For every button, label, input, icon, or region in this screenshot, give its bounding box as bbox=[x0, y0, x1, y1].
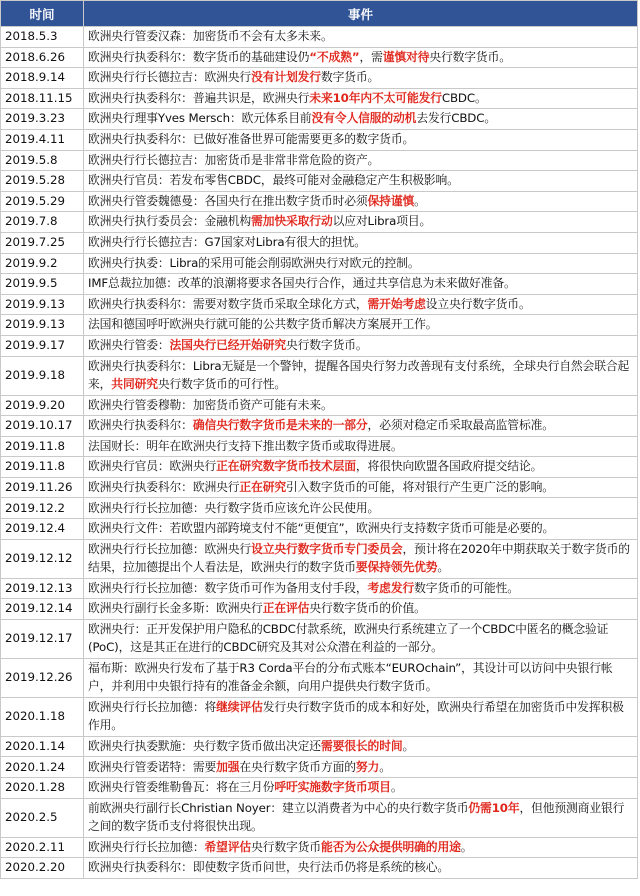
event-text: 引入数字货币的可能，将对银行产生更广泛的影响。 bbox=[286, 479, 554, 494]
event-text: 欧洲央行官员：欧洲央行 bbox=[88, 459, 217, 474]
row-date: 2020.2.20 bbox=[1, 858, 84, 879]
row-event bbox=[84, 757, 638, 778]
event-text: 欧洲央行行长拉加德：将 bbox=[88, 700, 217, 715]
table-row bbox=[1, 232, 638, 253]
row-event bbox=[84, 778, 638, 799]
row-event bbox=[84, 578, 638, 599]
event-text: 欧洲央行管委穆勒：加密货币资产可能有未来。 bbox=[88, 397, 333, 412]
header-time: 时间 bbox=[1, 1, 84, 27]
event-text: 欧洲央行副行长金多斯：欧洲央行 bbox=[88, 601, 263, 616]
event-text: 央行数字货币。 bbox=[286, 338, 368, 352]
table-body bbox=[1, 27, 638, 879]
event-text: ，但他预测商业银行之间的数字货币支付将很快出现。 bbox=[88, 801, 625, 833]
row-event bbox=[84, 47, 638, 68]
event-text: IMF总裁拉加德：改革的浪潮将要求各国央行合作，通过共享信息为未来做好准备。 bbox=[88, 276, 516, 291]
row-date: 2019.11.26 bbox=[1, 477, 84, 498]
row-event bbox=[84, 356, 638, 395]
row-date: 2019.9.13 bbox=[1, 315, 84, 336]
row-event bbox=[84, 171, 638, 192]
row-date: 2019.12.12 bbox=[1, 539, 84, 578]
highlight-text: 正在研究数字货币技术层面 bbox=[216, 459, 356, 474]
event-text: ，将很快向欧盟各国政府提交结论。 bbox=[355, 459, 543, 474]
row-date: 2018.6.26 bbox=[1, 47, 84, 68]
event-text: CBDC。 bbox=[441, 90, 487, 105]
row-date: 2019.12.17 bbox=[1, 619, 84, 658]
header-row bbox=[1, 1, 638, 27]
event-text: 欧洲央行官员：若发布零售CBDC，最终可能对金融稳定产生积极影响。 bbox=[88, 173, 459, 188]
table-row bbox=[1, 315, 638, 336]
event-text: 。 bbox=[414, 193, 426, 208]
row-event bbox=[84, 274, 638, 295]
table-row bbox=[1, 837, 638, 858]
row-date: 2020.1.28 bbox=[1, 778, 84, 799]
row-event bbox=[84, 335, 638, 356]
table-row bbox=[1, 171, 638, 192]
table-row bbox=[1, 436, 638, 457]
row-event bbox=[84, 232, 638, 253]
row-date: 2019.11.8 bbox=[1, 457, 84, 478]
row-date: 2019.12.14 bbox=[1, 599, 84, 620]
row-date: 2019.3.23 bbox=[1, 109, 84, 130]
table-row bbox=[1, 477, 638, 498]
event-text: 央行数字货币的可行性。 bbox=[157, 376, 287, 391]
row-date: 2020.2.5 bbox=[1, 798, 84, 837]
event-text: 在央行数字货币方面的 bbox=[239, 759, 356, 774]
row-event bbox=[84, 658, 638, 697]
table-row bbox=[1, 27, 638, 48]
event-text: 欧洲央行执委科尔： bbox=[88, 418, 193, 433]
row-event bbox=[84, 837, 638, 858]
table-row bbox=[1, 88, 638, 109]
table-row bbox=[1, 658, 638, 697]
event-text: 欧洲央行执行委员会：金融机构 bbox=[88, 214, 252, 229]
row-date: 2019.9.2 bbox=[1, 253, 84, 274]
table-row bbox=[1, 109, 638, 130]
row-event bbox=[84, 27, 638, 48]
row-date: 2019.4.11 bbox=[1, 129, 84, 150]
row-date: 2019.12.2 bbox=[1, 498, 84, 519]
row-date: 2019.12.4 bbox=[1, 519, 84, 540]
highlight-text: 正在评估 bbox=[262, 601, 310, 616]
highlight-text: 设立央行数字货币专门委员会 bbox=[251, 542, 403, 557]
row-event bbox=[84, 619, 638, 658]
event-text: 欧洲央行行长拉加德： bbox=[88, 839, 205, 854]
event-text: 欧洲央行执委：Libra的采用可能会削弱欧洲央行对欧元的控制。 bbox=[88, 255, 420, 270]
event-text: 央行数字货币。 bbox=[429, 49, 511, 64]
table-row bbox=[1, 416, 638, 437]
row-event bbox=[84, 129, 638, 150]
event-text: 欧洲央行行长拉加德：央行数字货币应该允许公民使用。 bbox=[88, 500, 380, 515]
event-text: 欧洲央行管委魏德曼：各国央行在推出数字货币时必须 bbox=[88, 193, 368, 208]
highlight-text: 需要很长的时间 bbox=[320, 738, 403, 753]
row-event bbox=[84, 539, 638, 578]
table-row bbox=[1, 191, 638, 212]
event-text: ，预计将在2020年中期获取关于数字货币的结果，拉加德提出个人看法是，欧洲央行的数字货币 bbox=[88, 542, 630, 574]
event-text: 欧洲央行执委科尔：已做好准备世界可能需要更多的数字货币。 bbox=[88, 132, 415, 147]
table-row bbox=[1, 294, 638, 315]
table-row bbox=[1, 778, 638, 799]
row-event bbox=[84, 436, 638, 457]
row-date: 2020.1.24 bbox=[1, 757, 84, 778]
row-event bbox=[84, 858, 638, 879]
row-date: 2019.12.13 bbox=[1, 578, 84, 599]
row-date: 2019.9.13 bbox=[1, 294, 84, 315]
table-row bbox=[1, 619, 638, 658]
event-text: 欧洲央行执委默施：央行数字货币做出决定还 bbox=[88, 738, 321, 753]
row-event bbox=[84, 212, 638, 233]
row-event bbox=[84, 498, 638, 519]
table-row bbox=[1, 47, 638, 68]
table-row bbox=[1, 129, 638, 150]
event-text: 欧洲央行理事Yves Mersch：欧元体系目前 bbox=[88, 111, 312, 126]
table-row bbox=[1, 356, 638, 395]
row-event bbox=[84, 253, 638, 274]
row-event bbox=[84, 191, 638, 212]
table-row bbox=[1, 253, 638, 274]
event-text: 欧洲央行执委科尔：需要对数字货币采取全球化方式， bbox=[88, 296, 368, 311]
event-text: 欧洲央行行长德拉吉：欧洲央行 bbox=[88, 70, 252, 85]
row-event bbox=[84, 798, 638, 837]
table-row bbox=[1, 212, 638, 233]
highlight-text: 考虑发行 bbox=[367, 580, 415, 595]
row-event bbox=[84, 477, 638, 498]
event-text: 去发行CBDC。 bbox=[416, 111, 496, 126]
table-row bbox=[1, 395, 638, 416]
header-event: 事件 bbox=[84, 1, 638, 27]
event-text: ，需 bbox=[359, 49, 383, 64]
row-date: 2019.7.25 bbox=[1, 232, 84, 253]
row-event bbox=[84, 109, 638, 130]
event-text: 欧洲央行管委诺特：需要 bbox=[88, 759, 217, 774]
highlight-text: 需开始考虑 bbox=[367, 296, 426, 311]
event-text: 欧洲央行执委科尔：Libra无疑是一个警钟，提醒各国央行努力改善现有支付系统，全球央行自然会联合起来， bbox=[88, 359, 630, 391]
highlight-text: 确信央行数字货币是未来的一部分 bbox=[192, 418, 368, 433]
table-row bbox=[1, 68, 638, 89]
table-row bbox=[1, 798, 638, 837]
row-date: 2019.5.28 bbox=[1, 171, 84, 192]
row-date: 2019.10.17 bbox=[1, 416, 84, 437]
table-row bbox=[1, 274, 638, 295]
event-text: 欧洲央行管委维勒鲁瓦：将在三月份 bbox=[88, 780, 275, 795]
row-event bbox=[84, 88, 638, 109]
highlight-text: 未来10年内不太可能发行 bbox=[309, 90, 442, 105]
table-row bbox=[1, 736, 638, 757]
event-text: 欧洲央行执委科尔：数字货币的基础建设仍 bbox=[88, 49, 310, 64]
highlight-text: 法国央行已经开始研究 bbox=[169, 338, 287, 352]
event-text: 。 bbox=[460, 839, 473, 854]
row-event bbox=[84, 697, 638, 736]
event-text: 福布斯：欧洲央行发布了基于R3 Corda平台的分布式账本“EUROchain”，其设计可以访问中央银行帐户，并利用中央银行持有的准备金余额，向用户提供央行数字货币。 bbox=[88, 661, 613, 693]
row-date: 2019.11.8 bbox=[1, 436, 84, 457]
row-date: 2018.5.3 bbox=[1, 27, 84, 48]
event-text: 。 bbox=[390, 780, 403, 795]
row-date: 2019.9.20 bbox=[1, 395, 84, 416]
table-row bbox=[1, 150, 638, 171]
row-date: 2019.7.8 bbox=[1, 212, 84, 233]
highlight-text: 没有计划发行 bbox=[251, 70, 321, 85]
event-text: 。 bbox=[379, 759, 391, 774]
event-text: 央行数字货币 bbox=[251, 839, 321, 854]
highlight-text: 仍需10年 bbox=[468, 801, 520, 816]
event-text: 。 bbox=[437, 559, 450, 574]
row-date: 2020.1.18 bbox=[1, 697, 84, 736]
highlight-text: 能否为公众提供明确的用途 bbox=[320, 839, 461, 854]
event-text: 欧洲央行行长拉加德：欧洲央行 bbox=[88, 542, 252, 557]
event-text: 欧洲央行行长拉加德：数字货币可作为备用支付手段， bbox=[88, 580, 368, 595]
row-event bbox=[84, 599, 638, 620]
event-text: 欧洲央行行长德拉吉：G7国家对Libra有很大的担忧。 bbox=[88, 235, 366, 250]
event-text: 数字货币。 bbox=[320, 70, 380, 85]
event-text: 欧洲央行行长德拉吉：加密货币是非常非常危险的资产。 bbox=[88, 152, 380, 167]
highlight-text: 努力 bbox=[355, 759, 380, 774]
row-event bbox=[84, 395, 638, 416]
event-text: 法国财长：明年在欧洲央行支持下推出数字货币或取得进展。 bbox=[88, 438, 403, 453]
event-text: 欧洲央行文件：若欧盟内部跨境支付不能“更便宜”，欧洲央行支持数字货币可能是必要的。 bbox=[88, 521, 555, 536]
event-text: 欧洲央行管委： bbox=[88, 338, 170, 352]
table-row bbox=[1, 539, 638, 578]
highlight-text: 继续评估 bbox=[216, 700, 263, 715]
event-text: 欧洲央行：正开发保护用户隐私的CBDC付款系统，欧洲央行系统建立了一个CBDC中匿名的概念验证(PoC)，这是其正在进行的CBDC研究及其对公众潜在利益的一部分。 bbox=[88, 622, 609, 654]
row-event bbox=[84, 519, 638, 540]
event-text: 数字货币的可能性。 bbox=[414, 580, 519, 595]
event-text: 发行央行数字货币的成本和好处，欧洲央行希望在加密货币中发挥积极作用。 bbox=[88, 700, 624, 732]
highlight-text: 谨慎对待 bbox=[382, 49, 430, 64]
table-row bbox=[1, 498, 638, 519]
row-event bbox=[84, 736, 638, 757]
event-text: 。 bbox=[402, 738, 415, 753]
event-text: 前欧洲央行副行长Christian Noyer：建立以消费者为中心的央行数字货币 bbox=[88, 801, 469, 816]
highlight-text: 没有令人信服的动机 bbox=[311, 111, 417, 126]
highlight-text: 正在研究 bbox=[239, 479, 287, 494]
row-date: 2019.5.8 bbox=[1, 150, 84, 171]
row-event bbox=[84, 457, 638, 478]
event-text: 法国和德国呼吁欧洲央行就可能的公共数字货币解决方案展开工作。 bbox=[88, 317, 438, 332]
event-text: ，必须对稳定币采取最高监管标准。 bbox=[367, 418, 554, 433]
highlight-text: 加强 bbox=[216, 759, 240, 774]
highlight-text: 要保持领先优势 bbox=[355, 559, 438, 574]
highlight-text: “不成熟” bbox=[309, 49, 360, 64]
event-text: 欧洲央行管委汉森：加密货币不会有太多未来。 bbox=[88, 29, 333, 44]
row-event bbox=[84, 416, 638, 437]
highlight-text: 共同研究 bbox=[111, 376, 158, 391]
table-row bbox=[1, 697, 638, 736]
table-row bbox=[1, 757, 638, 778]
table-row bbox=[1, 858, 638, 879]
row-date: 2019.12.26 bbox=[1, 658, 84, 697]
row-event bbox=[84, 294, 638, 315]
row-date: 2019.5.29 bbox=[1, 191, 84, 212]
row-date: 2020.2.11 bbox=[1, 837, 84, 858]
table-row bbox=[1, 519, 638, 540]
row-date: 2019.9.18 bbox=[1, 356, 84, 395]
event-text: 欧洲央行执委科尔：普遍共识是，欧洲央行 bbox=[88, 90, 310, 105]
row-event bbox=[84, 68, 638, 89]
highlight-text: 保持谨慎 bbox=[367, 193, 415, 208]
row-date: 2018.9.14 bbox=[1, 68, 84, 89]
table-row bbox=[1, 457, 638, 478]
row-date: 2018.11.15 bbox=[1, 88, 84, 109]
highlight-text: 希望评估 bbox=[204, 839, 252, 854]
event-text: 以应对Libra项目。 bbox=[332, 214, 432, 229]
row-date: 2020.1.14 bbox=[1, 736, 84, 757]
table-row bbox=[1, 578, 638, 599]
highlight-text: 呼吁实施数字货币项目 bbox=[274, 780, 391, 795]
event-text: 欧洲央行执委科尔：欧洲央行 bbox=[88, 479, 240, 494]
event-text: 欧洲央行执委科尔：即使数字货币问世，央行法币仍将是系统的核心。 bbox=[88, 860, 450, 875]
event-text: 设立央行数字货币。 bbox=[425, 296, 531, 311]
table-row bbox=[1, 335, 638, 356]
row-date: 2019.9.17 bbox=[1, 335, 84, 356]
row-event bbox=[84, 315, 638, 336]
table-row bbox=[1, 599, 638, 620]
highlight-text: 需加快采取行动 bbox=[251, 214, 333, 229]
event-text: 央行数字货币的价值。 bbox=[309, 601, 426, 616]
row-event bbox=[84, 150, 638, 171]
row-date: 2019.9.5 bbox=[1, 274, 84, 295]
